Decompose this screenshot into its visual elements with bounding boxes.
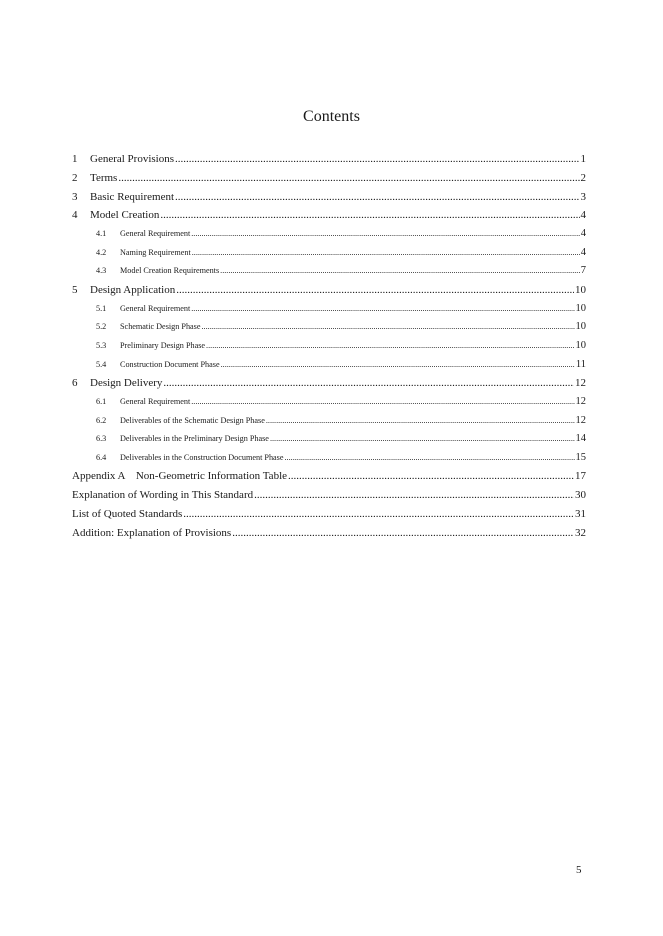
- toc-leader-dots: [285, 449, 575, 468]
- toc-entry-label: General Provisions: [90, 153, 175, 165]
- toc-entry-page: 10: [575, 321, 586, 333]
- toc-entry-page: 4: [580, 246, 586, 258]
- toc-entry-label: General Requirement: [120, 229, 191, 239]
- toc-entry[interactable]: [72, 188, 586, 207]
- toc-entry[interactable]: [72, 524, 586, 543]
- toc-leader-dots: [160, 206, 579, 225]
- page-number: 5: [576, 864, 582, 876]
- toc-leader-dots: [175, 188, 579, 207]
- toc-entry[interactable]: [72, 262, 586, 281]
- toc-entry-label: Deliverables in the Construction Document Phase: [120, 452, 284, 462]
- toc-entry-number: 6.1: [96, 396, 107, 406]
- toc-entry-page: 30: [575, 489, 586, 502]
- toc-entry[interactable]: [72, 430, 586, 449]
- toc-leader-dots: [191, 393, 574, 412]
- toc-leader-dots: [221, 356, 575, 375]
- toc-entry[interactable]: [72, 300, 586, 319]
- toc-entry-label: Terms: [90, 171, 118, 184]
- toc-entry-label: List of Quoted Standards: [72, 507, 183, 520]
- toc-leader-dots: [232, 524, 574, 543]
- toc-entry-number: 5.1: [96, 303, 107, 313]
- toc-entry-label: Construction Document Phase: [120, 359, 220, 369]
- toc-entry[interactable]: [72, 206, 586, 225]
- toc-entry[interactable]: [72, 169, 586, 188]
- page-title: Contents: [303, 108, 360, 125]
- toc-entry-page: 12: [575, 395, 586, 407]
- toc-leader-dots: [254, 486, 574, 505]
- toc-entry[interactable]: [72, 318, 586, 337]
- toc-entry[interactable]: [72, 393, 586, 412]
- toc-leader-dots: [288, 467, 574, 486]
- toc-leader-dots: [191, 225, 580, 244]
- toc-leader-dots: [118, 169, 579, 188]
- toc-entry-label: Addition: Explanation of Provisions: [72, 526, 232, 539]
- toc-entry-page: 10: [575, 283, 586, 296]
- toc-entry-label: Deliverables of the Schematic Design Phase: [120, 415, 265, 425]
- toc-entry-label: Schematic Design Phase: [120, 322, 201, 332]
- toc-entry[interactable]: [72, 225, 586, 244]
- toc-leader-dots: [266, 412, 575, 431]
- toc-entry-label: Naming Requirement: [120, 247, 191, 257]
- toc-entry-number: 5.3: [96, 340, 107, 350]
- toc-entry-number: 1: [72, 153, 78, 165]
- toc-entry[interactable]: [72, 150, 586, 169]
- toc-entry-page: 10: [575, 339, 586, 351]
- toc-entry-page: 2: [580, 171, 586, 184]
- toc-entry-page: 10: [575, 302, 586, 314]
- toc-entry-label: Model Creation Requirements: [120, 266, 220, 276]
- toc-entry-number: 6.3: [96, 434, 107, 444]
- toc-leader-dots: [163, 374, 574, 393]
- toc-entry-number: 6: [72, 377, 78, 390]
- toc-entry-page: 7: [580, 265, 586, 277]
- toc-leader-dots: [191, 300, 574, 319]
- toc-entry-page: 15: [575, 451, 586, 463]
- toc-entry-label: General Requirement: [120, 303, 191, 313]
- toc-entry-number: 4: [72, 209, 78, 222]
- toc-entry-label: Design Delivery: [90, 377, 163, 390]
- table-of-contents: [72, 150, 586, 543]
- toc-entry-page: 4: [580, 209, 586, 222]
- toc-entry[interactable]: [72, 281, 586, 300]
- toc-entry-page: 12: [575, 414, 586, 426]
- toc-entry[interactable]: [72, 505, 586, 524]
- toc-leader-dots: [176, 281, 574, 300]
- toc-entry-label: Deliverables in the Preliminary Design Phase: [120, 434, 269, 444]
- toc-entry[interactable]: [72, 374, 586, 393]
- toc-leader-dots: [220, 262, 580, 281]
- toc-leader-dots: [192, 244, 580, 263]
- toc-leader-dots: [175, 150, 579, 169]
- toc-entry[interactable]: [72, 449, 586, 468]
- toc-entry-number: 5.2: [96, 322, 107, 332]
- toc-entry[interactable]: [72, 486, 586, 505]
- toc-entry-page: 31: [575, 507, 586, 520]
- toc-entry-number: 6.4: [96, 452, 107, 462]
- toc-entry-number: 4.2: [96, 247, 107, 257]
- toc-entry[interactable]: [72, 337, 586, 356]
- toc-entry-label: Preliminary Design Phase: [120, 340, 206, 350]
- toc-entry-label: General Requirement: [120, 396, 191, 406]
- toc-entry-page: 3: [580, 190, 586, 203]
- toc-entry-page: 11: [575, 358, 586, 370]
- toc-entry-page: 1: [580, 153, 586, 165]
- toc-entry-page: 14: [575, 433, 586, 445]
- toc-entry-page: 12: [575, 377, 586, 390]
- toc-entry-page: 32: [575, 526, 586, 539]
- toc-entry-label: Model Creation: [90, 209, 160, 222]
- toc-entry-number: 2: [72, 171, 78, 184]
- toc-entry-number: 6.2: [96, 415, 107, 425]
- toc-leader-dots: [270, 430, 575, 449]
- toc-entry-page: 4: [580, 228, 586, 240]
- toc-entry-label: Design Application: [90, 283, 176, 296]
- toc-leader-dots: [206, 337, 574, 356]
- toc-entry-number: 4.3: [96, 266, 107, 276]
- toc-entry[interactable]: [72, 412, 586, 431]
- toc-entry-label: Explanation of Wording in This Standard: [72, 489, 254, 502]
- toc-entry-number: 3: [72, 190, 78, 203]
- toc-leader-dots: [183, 505, 574, 524]
- toc-entry-number: 5.4: [96, 359, 107, 369]
- toc-entry-page: 17: [575, 470, 586, 483]
- toc-entry[interactable]: [72, 356, 586, 375]
- toc-entry-number: 5: [72, 283, 78, 296]
- toc-entry-label: Appendix A Non-Geometric Information Table: [72, 470, 288, 483]
- toc-leader-dots: [202, 318, 575, 337]
- toc-entry-label: Basic Requirement: [90, 190, 175, 203]
- toc-entry-number: 4.1: [96, 229, 107, 239]
- toc-entry[interactable]: [72, 467, 586, 486]
- toc-entry[interactable]: [72, 244, 586, 263]
